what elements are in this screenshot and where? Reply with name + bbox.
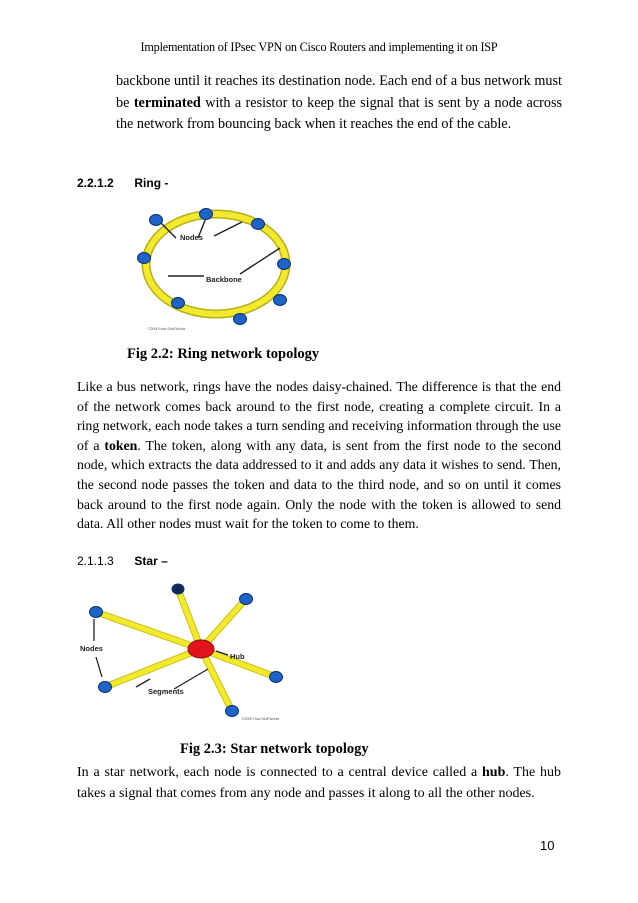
figure-credit: ©2000 How Stuff Works	[242, 717, 280, 721]
section-title: Star –	[134, 554, 168, 568]
ring-paragraph	[77, 377, 561, 534]
star-node	[270, 672, 283, 683]
bold-term: terminated	[133, 94, 201, 111]
nodes-pointer	[214, 222, 242, 236]
bus-continuation-paragraph	[116, 71, 562, 136]
ring-section-heading	[77, 176, 168, 190]
backbone-label: Backbone	[206, 275, 242, 284]
star-paragraph	[77, 762, 561, 804]
ring-node	[150, 215, 163, 226]
page-header: Implementation of IPsec VPN on Cisco Routers and implementing it on ISP	[140, 40, 498, 54]
segments-pointer	[136, 679, 150, 687]
star-section-heading	[77, 554, 168, 568]
nodes-label: Nodes	[80, 644, 103, 653]
nodes-pointer	[96, 657, 102, 677]
text: . The hub takes a signal that comes from any node and passes it along to all the other nodes.	[77, 765, 561, 801]
segments-pointer	[174, 669, 208, 689]
ring-node	[138, 253, 151, 264]
section-number: 2.1.1.3	[77, 554, 114, 568]
star-node	[99, 682, 112, 693]
ring-node	[172, 298, 185, 309]
text: . The token, along with any data, is sent from the first node to the second node, which extracts the data addressed to it and adds any data it wishes to send. Then, the second node passes the token and data to the third node, and so on until it comes back around to the first node again. Only the node with the token is allowed to send data. All other nodes must wait for the token to come to them.	[77, 437, 561, 532]
text: backbone until it reaches its destination node. Each end of a bus network must be	[116, 73, 562, 111]
page-number: 10	[540, 838, 555, 853]
section-title: Ring -	[134, 176, 169, 190]
star-node	[240, 594, 253, 605]
ring-topology-figure	[128, 200, 308, 335]
star-figure-caption: Fig 2.3: Star network topology	[180, 741, 369, 757]
hub-node	[188, 640, 214, 658]
figure-credit: ©2000 How Stuff Works	[148, 327, 186, 331]
star-segments	[96, 589, 276, 711]
bold-term: hub	[482, 765, 506, 780]
ring-figure-caption: Fig 2.2: Ring network topology	[127, 346, 320, 362]
bold-term: token	[104, 437, 138, 453]
star-node	[172, 584, 184, 594]
text: In a star network, each node is connected to a central device called a	[77, 765, 483, 780]
star-node	[226, 706, 239, 717]
ring-node	[278, 259, 291, 270]
ring-node	[234, 314, 247, 325]
text: with a resistor to keep the signal that is sent by a node across the network from bouncing back when it reaches the end of the cable.	[116, 94, 562, 132]
ring-node	[274, 295, 287, 306]
text: Like a bus network, rings have the nodes daisy-chained. The difference is that the end of the network comes back around to the first node, creating a complete circuit. In a ring network, each node takes a turn sending and receiving information through the use of a	[77, 379, 561, 453]
section-number: 2.2.1.2	[77, 176, 114, 190]
nodes-label: Nodes	[180, 233, 203, 242]
star-node	[90, 607, 103, 618]
segments-label: Segments	[148, 687, 184, 696]
star-topology-figure	[80, 583, 295, 723]
ring-node	[200, 209, 213, 220]
hub-label: Hub	[230, 652, 245, 661]
backbone-pointer	[240, 248, 280, 274]
ring-node	[252, 219, 265, 230]
